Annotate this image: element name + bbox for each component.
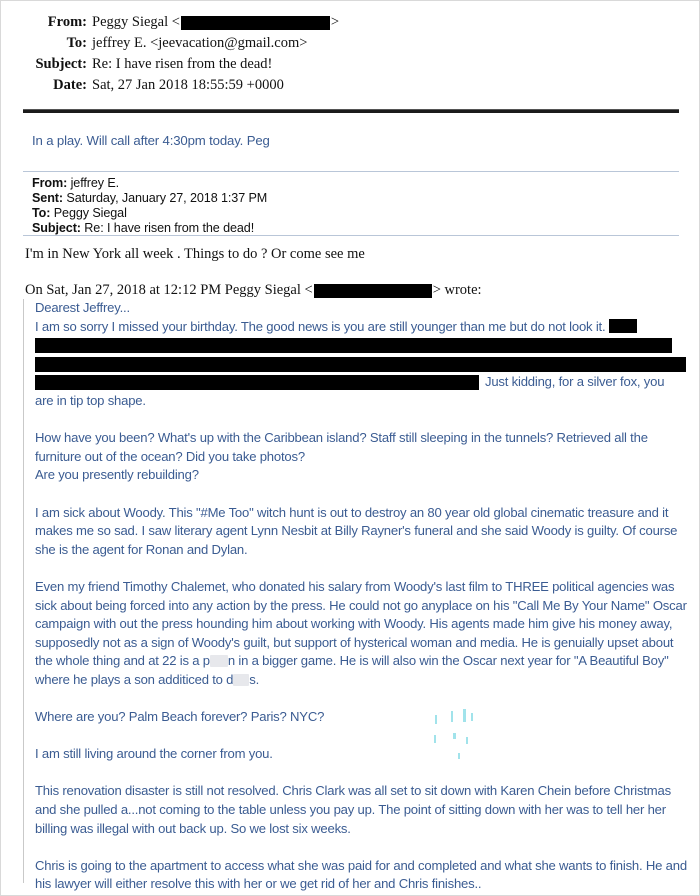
- quote-birthday-text: I am so sorry I missed your birthday. The good news is you are still younger than me but do not look it.: [35, 318, 606, 334]
- quote-paragraph-chalemet: [35, 578, 687, 690]
- redaction-bar-from-email: [181, 16, 330, 30]
- redaction-row-4: [35, 373, 687, 392]
- quote-tiptop-line: are in tip top shape.: [35, 392, 146, 408]
- header-label-date: Date:: [53, 77, 87, 93]
- header-label-to: To:: [66, 35, 87, 51]
- forward-value-from: jeffrey E.: [67, 176, 120, 190]
- chalemet-text-b: n in a bigger game. He is will also win the Oscar next year for "A Beautiful Boy" where he plays a son additiced to d: [35, 653, 669, 687]
- header-value-subject: Re: I have risen from the dead!: [92, 56, 273, 72]
- quote-attribution-suffix: > wrote:: [432, 282, 482, 298]
- header-label-subject: Subject:: [35, 56, 87, 72]
- header-value-to: jeffrey E. <jeevacation@gmail.com>: [92, 35, 308, 51]
- redaction-bar-4: [35, 375, 479, 390]
- forward-value-to: Peggy Siegal: [50, 206, 127, 220]
- from-bracket-close: >: [330, 14, 340, 30]
- quote-justkidding-text: Just kidding, for a silver fox, you: [485, 374, 665, 390]
- forward-row-sent: [32, 191, 267, 206]
- header-value-from: [92, 12, 339, 33]
- blur-box-drugs: [233, 674, 249, 686]
- forward-row-subject: [32, 221, 267, 236]
- blur-box-pawn: [210, 655, 228, 667]
- quote-paragraph-rebuilding: Are you presently rebuilding?: [35, 467, 199, 483]
- header-value-date: Sat, 27 Jan 2018 18:55:59 +0000: [92, 77, 284, 93]
- redaction-bar-3: [35, 357, 686, 372]
- header-divider-rule: [23, 109, 679, 113]
- redaction-bar-quote-email: [314, 284, 432, 298]
- quote-attribution-line: [25, 282, 482, 299]
- header-row-subject: [1, 54, 621, 75]
- header-row-to: [1, 33, 621, 54]
- email-header: [1, 12, 621, 96]
- quote-paragraph-where: Where are you? Palm Beach forever? Paris? NYC?: [35, 709, 325, 725]
- quote-paragraph-corner: I am still living around the corner from you.: [35, 746, 273, 762]
- forward-header-top-rule: [23, 171, 679, 172]
- forward-header-bottom-rule: [23, 235, 679, 236]
- chalemet-text-c: s.: [249, 671, 260, 687]
- forward-row-to: [32, 206, 267, 221]
- quoted-message-block: [23, 299, 687, 892]
- quote-paragraph-woody: I am sick about Woody. This "#Me Too" witch hunt is out to destroy an 80 year old global cinematic treasure and it makes me so sad. I saw literary agent Lynn Nesbit at Billy Rayner's funeral and she said Woody is guilty. Of course she is the agent for Ronan and Dylan.: [35, 504, 678, 557]
- redaction-bar-1: [609, 319, 637, 333]
- from-name-text: Peggy Siegal <: [92, 14, 180, 30]
- body-line-new-york: I'm in New York all week . Things to do ? Or come see me: [25, 246, 365, 262]
- header-label-from: From:: [47, 14, 87, 30]
- forwarded-message-header: [32, 176, 267, 236]
- redaction-row-3: [35, 355, 687, 374]
- forward-label-from: From:: [32, 176, 68, 190]
- redaction-bar-2: [35, 338, 672, 353]
- reply-message-text: In a play. Will call after 4:30pm today. Peg: [32, 133, 270, 148]
- quote-paragraph-howhave: How have you been? What's up with the Caribbean island? Staff still sleeping in the tunnels? Retrieved all the furniture out of the ocean? Did you take photos?: [35, 430, 648, 464]
- forward-label-to: To:: [32, 206, 51, 220]
- forward-label-sent: Sent:: [32, 191, 63, 205]
- header-row-date: [1, 75, 621, 96]
- chalemet-text-a: Even my friend Timothy Chalemet, who donated his salary from Woody's last film to THREE political agencies was sick about being forced into any action by the press. He could not go anyplace on his "Call Me By Your Name" Oscar campaign with out the press hounding him about working with Woody. His agents made him give his money away, supposedly not as a sign of Woody's guilt, but support of hysterical woman and media. He is genuially upset about the whole thing and at 22 is a p: [35, 578, 687, 669]
- forward-row-from: [32, 176, 267, 191]
- redaction-row-2: [35, 336, 687, 355]
- quote-birthday-line: [35, 318, 687, 337]
- quote-paragraph-chris: Chris is going to the apartment to access what she was paid for and completed and what she wants to finish. He and his lawyer will either resolve this with her or we get rid of her and Chris finishes..: [35, 857, 687, 892]
- quote-attribution-prefix: On Sat, Jan 27, 2018 at 12:12 PM Peggy Siegal <: [25, 282, 313, 298]
- header-row-from: [1, 12, 621, 33]
- forward-label-subject: Subject:: [32, 221, 81, 235]
- forward-value-sent: Saturday, January 27, 2018 1:37 PM: [63, 191, 268, 205]
- quote-paragraph-renovation: This renovation disaster is still not resolved. Chris Clark was all set to sit down with Karen Chein before Christmas and she pulled a...not coming to the table unless you pay up. The point of sitting down with her was to tell her her billing was illegal with out back up. So we lost six weeks.: [35, 783, 671, 836]
- quote-greeting: Dearest Jeffrey...: [35, 300, 130, 315]
- forward-value-subject: Re: I have risen from the dead!: [80, 221, 255, 235]
